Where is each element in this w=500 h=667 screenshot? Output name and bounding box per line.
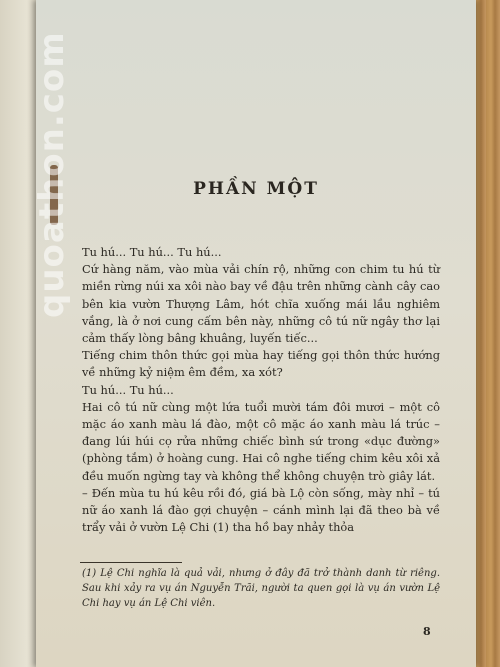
paragraph: Hai cô tú nữ cùng một lứa tuổi mười tám đôi mươi – một cô mặc áo xanh màu lá đào, một cô mặc áo xanh màu lá trúc – đang lúi húi cọ rửa những chiếc bình sứ trong «dục đường» (phòng tắm) ở hoàng cung. Hai cô nghe tiếng chim kêu xôi xả đều muốn ngừng tay và không thể không chuyện trò giây lát. [82, 399, 440, 483]
paragraph: – Đến mùa tu hú kêu rồi đó, giá bà Lộ còn sống, mày nhỉ – tú nữ áo xanh lá đào gợi chuyện – cánh mình lại đã theo bà về trẩy vải ở vườn Lệ Chi (1) tha hồ bay nhảy thỏa [82, 485, 440, 535]
paragraph: Tu hú... Tu hú... Tu hú... [82, 245, 222, 259]
chapter-title: PHẦN MỘT [193, 179, 319, 199]
paragraph: Cứ hàng năm, vào mùa vải chín rộ, những con chim tu hú từ miền rừng núi xa xôi nào bay về đậu trên những cành cây cao bên kia vườn Thượng Lâm, hót chĩa xuống mái lầu nghiêm vắng, là ở nơi cung cấm bên này, những cô tú nữ ngây thơ lại cảm thấy lòng bâng khuâng, luyến tiếc... [82, 262, 440, 346]
wooden-table-right [472, 0, 500, 667]
paragraph: Tiếng chim thôn thức gọi mùa hay tiếng gọi thôn thức hướng về những kỷ niệm êm đềm, xa xót? [82, 348, 440, 380]
footnote: (1) Lệ Chi nghĩa là quả vải, nhưng ở đây đã trở thành danh từ riêng. Sau khi xảy ra vụ án Nguyễn Trãi, người ta quen gọi là vụ án vườn Lệ Chi hay vụ án Lệ Chi viên. [82, 568, 440, 609]
body-text [82, 244, 440, 536]
paragraph: Tu hú... Tu hú... [82, 382, 174, 397]
footnote-divider [80, 562, 182, 563]
page-number: 8 [423, 625, 431, 638]
watermark: quoathon.com [32, 31, 72, 319]
